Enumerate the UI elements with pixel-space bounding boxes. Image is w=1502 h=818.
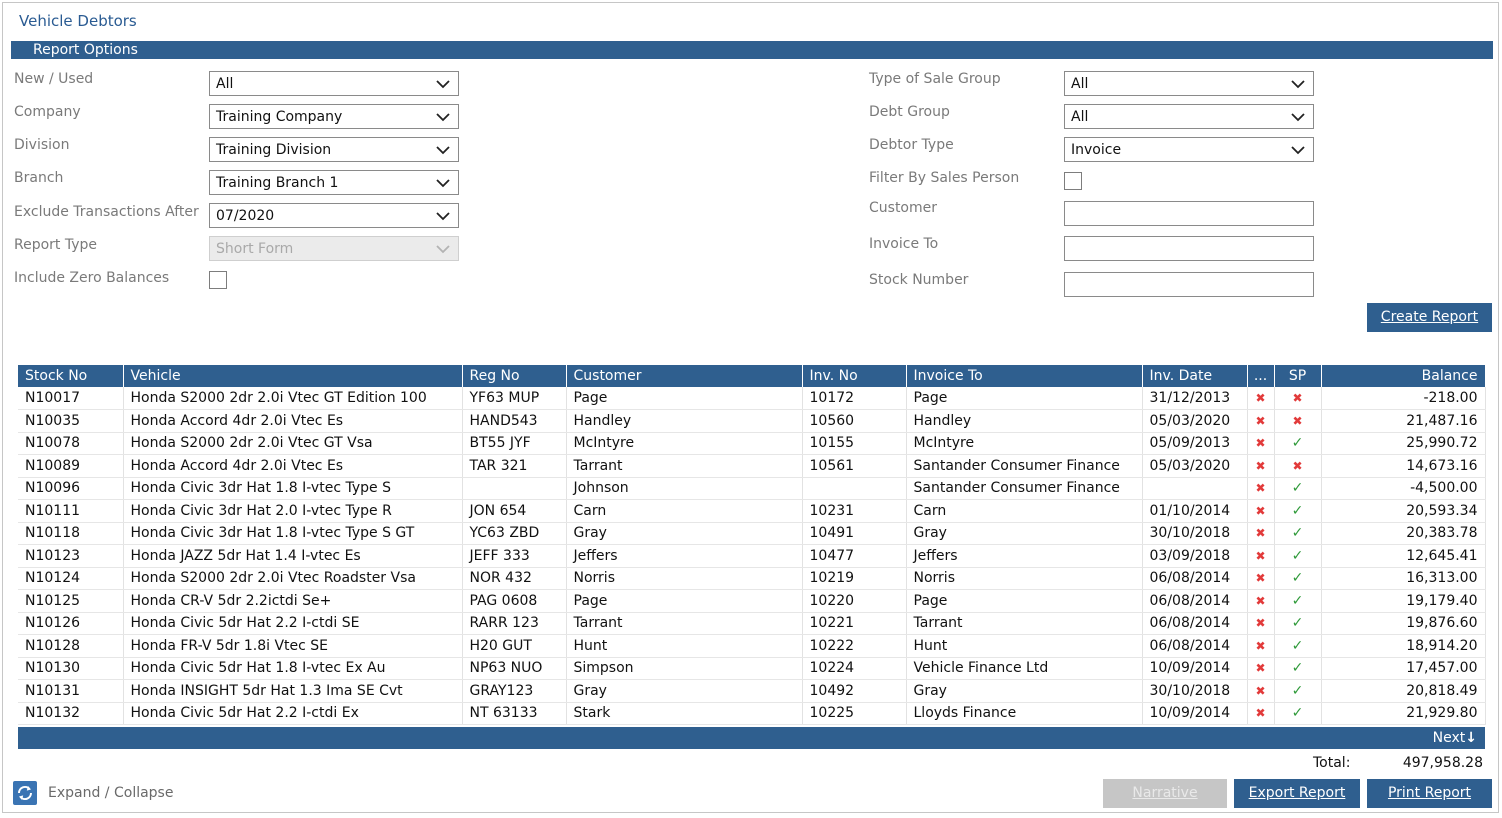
cross-icon: ✖ (1255, 593, 1266, 608)
label-filter-by-sales-person: Filter By Sales Person (869, 170, 1020, 186)
cell-flag (1247, 680, 1274, 703)
select-exclude-transactions-after[interactable] (209, 203, 459, 228)
cell-vehicle: Honda JAZZ 5dr Hat 1.4 I-vtec Es (123, 545, 462, 568)
tick-icon: ✓ (1291, 660, 1304, 677)
cell-sp (1274, 635, 1321, 658)
cell-inv-no: 10225 (802, 702, 906, 725)
cell-customer: Johnson (566, 477, 802, 500)
cell-vehicle: Honda Civic 5dr Hat 2.2 I-ctdi SE (123, 612, 462, 635)
narrative-label: Narrative (1132, 785, 1198, 801)
cell-sp (1274, 522, 1321, 545)
cross-icon: ✖ (1255, 616, 1266, 631)
cell-balance: 21,929.80 (1321, 702, 1485, 725)
cell-invoice-to: Lloyds Finance (906, 702, 1142, 725)
cell-vehicle: Honda S2000 2dr 2.0i Vtec GT Vsa (123, 432, 462, 455)
chevron-down-icon (435, 175, 451, 191)
cell-inv-date: 06/08/2014 (1142, 567, 1247, 590)
cell-flag (1247, 500, 1274, 523)
cell-invoice-to: Page (906, 387, 1142, 410)
table-row[interactable] (18, 500, 1485, 523)
cell-sp (1274, 432, 1321, 455)
col-header-stock-no[interactable]: Stock No (18, 365, 123, 387)
chevron-down-icon (1290, 76, 1306, 92)
cell-stock-no: N10125 (18, 590, 123, 613)
label-invoice-to: Invoice To (869, 236, 939, 252)
tick-icon: ✓ (1291, 525, 1304, 542)
col-header-reg-no[interactable]: Reg No (462, 365, 566, 387)
chevron-down-icon (435, 241, 451, 257)
cell-flag (1247, 410, 1274, 433)
cell-sp (1274, 387, 1321, 410)
tick-icon: ✓ (1291, 682, 1304, 699)
cell-sp (1274, 455, 1321, 478)
cell-stock-no: N10128 (18, 635, 123, 658)
cell-reg-no: JON 654 (462, 500, 566, 523)
table-footer-bar (18, 727, 1485, 749)
cell-customer: Norris (566, 567, 802, 590)
cell-inv-date: 06/08/2014 (1142, 635, 1247, 658)
cell-reg-no: RARR 123 (462, 612, 566, 635)
table-row[interactable] (18, 680, 1485, 703)
cross-icon: ✖ (1255, 548, 1266, 563)
cell-inv-date: 05/09/2013 (1142, 432, 1247, 455)
export-report-label: Export Report (1248, 785, 1346, 801)
cell-customer: Page (566, 387, 802, 410)
label-report-type: Report Type (14, 237, 98, 253)
checkbox-include-zero-balances[interactable] (209, 271, 227, 289)
table-header-row (18, 365, 1485, 387)
select-branch[interactable] (209, 170, 459, 195)
cell-inv-date: 30/10/2018 (1142, 680, 1247, 703)
tick-icon: ✓ (1291, 705, 1304, 722)
col-header-sp[interactable]: SP (1274, 365, 1321, 387)
cell-sp (1274, 545, 1321, 568)
select-value: Training Branch 1 (216, 175, 339, 191)
report-options-header: Report Options (11, 41, 1493, 59)
cell-inv-no: 10221 (802, 612, 906, 635)
col-header-invoice-to[interactable]: Invoice To (906, 365, 1142, 387)
cell-invoice-to: Santander Consumer Finance (906, 477, 1142, 500)
cell-vehicle: Honda INSIGHT 5dr Hat 1.3 Ima SE Cvt (123, 680, 462, 703)
cell-flag (1247, 387, 1274, 410)
select-value: All (1071, 76, 1089, 92)
cross-icon: ✖ (1255, 526, 1266, 541)
cell-vehicle: Honda Civic 3dr Hat 2.0 I-vtec Type R (123, 500, 462, 523)
cell-invoice-to: Handley (906, 410, 1142, 433)
cell-invoice-to: Carn (906, 500, 1142, 523)
cell-customer: Simpson (566, 657, 802, 680)
cell-invoice-to: Jeffers (906, 545, 1142, 568)
cell-flag (1247, 635, 1274, 658)
cell-inv-no: 10561 (802, 455, 906, 478)
cross-icon: ✖ (1255, 661, 1266, 676)
cell-stock-no: N10111 (18, 500, 123, 523)
cell-reg-no: NT 63133 (462, 702, 566, 725)
cell-stock-no: N10118 (18, 522, 123, 545)
cross-icon: ✖ (1255, 391, 1266, 405)
cell-vehicle: Honda Civic 5dr Hat 1.8 I-vtec Ex Au (123, 657, 462, 680)
cell-stock-no: N10035 (18, 410, 123, 433)
select-value: Training Division (216, 142, 332, 158)
cell-balance: -218.00 (1321, 387, 1485, 410)
cell-vehicle: Honda Accord 4dr 2.0i Vtec Es (123, 455, 462, 478)
cell-sp (1274, 477, 1321, 500)
customer-input[interactable] (1064, 201, 1314, 226)
cell-inv-date: 05/03/2020 (1142, 410, 1247, 433)
cell-balance: 14,673.16 (1321, 455, 1485, 478)
cell-invoice-to: Hunt (906, 635, 1142, 658)
cell-flag (1247, 567, 1274, 590)
next-label: Next (1432, 730, 1466, 746)
table-row[interactable] (18, 410, 1485, 433)
col-header-balance[interactable]: Balance (1321, 365, 1485, 387)
col-header-vehicle[interactable]: Vehicle (123, 365, 462, 387)
arrow-down-icon: ↓ (1465, 730, 1477, 746)
label-company: Company (14, 104, 81, 120)
cell-inv-date: 31/12/2013 (1142, 387, 1247, 410)
cell-balance: 18,914.20 (1321, 635, 1485, 658)
table-row[interactable] (18, 702, 1485, 725)
cell-reg-no: BT55 JYF (462, 432, 566, 455)
chevron-down-icon (1290, 109, 1306, 125)
cell-sp (1274, 500, 1321, 523)
select-debtor-type[interactable] (1064, 137, 1314, 162)
tick-icon: ✓ (1291, 637, 1304, 654)
create-report-label: Create Report (1380, 309, 1479, 325)
cell-inv-no: 10172 (802, 387, 906, 410)
label-stock-number: Stock Number (869, 272, 969, 288)
cross-icon: ✖ (1292, 391, 1303, 405)
cell-reg-no: PAG 0608 (462, 590, 566, 613)
tick-icon: ✓ (1291, 547, 1304, 564)
select-value: All (216, 76, 234, 92)
label-customer: Customer (869, 200, 938, 216)
cell-reg-no (462, 477, 566, 500)
label-branch: Branch (14, 170, 64, 186)
table-row[interactable] (18, 477, 1485, 500)
table-row[interactable] (18, 635, 1485, 658)
cell-flag (1247, 477, 1274, 500)
cell-balance: 12,645.41 (1321, 545, 1485, 568)
cross-icon: ✖ (1255, 706, 1266, 721)
cell-invoice-to: Santander Consumer Finance (906, 455, 1142, 478)
tick-icon: ✓ (1291, 615, 1304, 632)
tick-icon: ✓ (1291, 435, 1304, 452)
print-report-button[interactable] (1367, 779, 1492, 808)
narrative-button[interactable] (1103, 779, 1227, 808)
label-exclude-transactions-after: Exclude Transactions After (14, 204, 199, 220)
cell-invoice-to: Vehicle Finance Ltd (906, 657, 1142, 680)
cell-inv-date: 06/08/2014 (1142, 612, 1247, 635)
cell-inv-date (1142, 477, 1247, 500)
cell-inv-date: 01/10/2014 (1142, 500, 1247, 523)
select-debt-group[interactable] (1064, 104, 1314, 129)
cell-vehicle: Honda S2000 2dr 2.0i Vtec Roadster Vsa (123, 567, 462, 590)
cross-icon: ✖ (1255, 638, 1266, 653)
cross-icon: ✖ (1255, 458, 1266, 473)
cell-inv-no: 10492 (802, 680, 906, 703)
select-value: Training Company (216, 109, 343, 125)
cross-icon: ✖ (1255, 503, 1266, 518)
cell-inv-no: 10219 (802, 567, 906, 590)
cell-stock-no: N10126 (18, 612, 123, 635)
refresh-icon-glyph (13, 781, 37, 805)
cross-icon: ✖ (1255, 683, 1266, 698)
cell-stock-no: N10017 (18, 387, 123, 410)
cell-balance: 16,313.00 (1321, 567, 1485, 590)
expand-collapse-link[interactable]: Expand / Collapse (48, 785, 174, 801)
table-row[interactable] (18, 612, 1485, 635)
chevron-down-icon (435, 109, 451, 125)
refresh-icon[interactable] (13, 781, 37, 805)
debtors-table (18, 365, 1486, 725)
cell-customer: Hunt (566, 635, 802, 658)
cell-balance: 20,818.49 (1321, 680, 1485, 703)
cell-customer: Tarrant (566, 455, 802, 478)
cell-balance: -4,500.00 (1321, 477, 1485, 500)
table-row[interactable] (18, 522, 1485, 545)
cell-reg-no: H20 GUT (462, 635, 566, 658)
tick-icon: ✓ (1291, 570, 1304, 587)
cell-inv-no: 10222 (802, 635, 906, 658)
cell-stock-no: N10130 (18, 657, 123, 680)
page-title: Vehicle Debtors (19, 12, 137, 30)
tick-icon: ✓ (1291, 480, 1304, 497)
cross-icon: ✖ (1292, 413, 1303, 428)
chevron-down-icon (435, 142, 451, 158)
select-value: Invoice (1071, 142, 1122, 158)
cell-inv-date: 03/09/2018 (1142, 545, 1247, 568)
select-company[interactable] (209, 104, 459, 129)
cell-sp (1274, 702, 1321, 725)
cell-flag (1247, 702, 1274, 725)
cell-flag (1247, 455, 1274, 478)
cell-flag (1247, 657, 1274, 680)
cell-invoice-to: Gray (906, 522, 1142, 545)
cell-flag (1247, 590, 1274, 613)
cell-vehicle: Honda FR-V 5dr 1.8i Vtec SE (123, 635, 462, 658)
cross-icon: ✖ (1255, 571, 1266, 586)
checkbox-filter-by-sales-person[interactable] (1064, 172, 1082, 190)
cross-icon: ✖ (1292, 458, 1303, 473)
cell-stock-no: N10131 (18, 680, 123, 703)
cell-customer: McIntyre (566, 432, 802, 455)
cell-inv-no: 10224 (802, 657, 906, 680)
cell-balance: 21,487.16 (1321, 410, 1485, 433)
cell-vehicle: Honda Civic 3dr Hat 1.8 I-vtec Type S GT (123, 522, 462, 545)
cell-stock-no: N10096 (18, 477, 123, 500)
cell-reg-no: NP63 NUO (462, 657, 566, 680)
col-header-more[interactable]: ... (1247, 365, 1274, 387)
cell-stock-no: N10124 (18, 567, 123, 590)
col-header-inv-no[interactable]: Inv. No (802, 365, 906, 387)
cell-balance: 19,876.60 (1321, 612, 1485, 635)
cross-icon: ✖ (1255, 436, 1266, 451)
cell-customer: Handley (566, 410, 802, 433)
cell-flag (1247, 545, 1274, 568)
cell-invoice-to: McIntyre (906, 432, 1142, 455)
select-type-of-sale-group[interactable] (1064, 71, 1314, 96)
chevron-down-icon (435, 76, 451, 92)
cell-inv-no: 10560 (802, 410, 906, 433)
cell-sp (1274, 680, 1321, 703)
cell-reg-no: NOR 432 (462, 567, 566, 590)
select-value: Short Form (216, 241, 294, 257)
stock-number-input[interactable] (1064, 272, 1314, 297)
cell-reg-no: JEFF 333 (462, 545, 566, 568)
cell-inv-no: 10155 (802, 432, 906, 455)
cell-inv-date: 30/10/2018 (1142, 522, 1247, 545)
cell-inv-no (802, 477, 906, 500)
cell-customer: Page (566, 590, 802, 613)
cell-reg-no: GRAY123 (462, 680, 566, 703)
cell-customer: Tarrant (566, 612, 802, 635)
cell-sp (1274, 410, 1321, 433)
table-row[interactable] (18, 657, 1485, 680)
cell-balance: 17,457.00 (1321, 657, 1485, 680)
cell-invoice-to: Page (906, 590, 1142, 613)
label-division: Division (14, 137, 70, 153)
cell-flag (1247, 612, 1274, 635)
cell-reg-no: TAR 321 (462, 455, 566, 478)
cell-balance: 19,179.40 (1321, 590, 1485, 613)
cell-sp (1274, 590, 1321, 613)
cell-invoice-to: Norris (906, 567, 1142, 590)
chevron-down-icon (435, 208, 451, 224)
cell-stock-no: N10132 (18, 702, 123, 725)
select-value: 07/2020 (216, 208, 275, 224)
cell-vehicle: Honda S2000 2dr 2.0i Vtec GT Edition 100 (123, 387, 462, 410)
total-value: 497,958.28 (1402, 755, 1483, 771)
select-division[interactable] (209, 137, 459, 162)
cell-customer: Stark (566, 702, 802, 725)
cell-vehicle: Honda Accord 4dr 2.0i Vtec Es (123, 410, 462, 433)
tick-icon: ✓ (1291, 592, 1304, 609)
tick-icon: ✓ (1291, 502, 1304, 519)
table-row[interactable] (18, 387, 1485, 410)
cell-invoice-to: Gray (906, 680, 1142, 703)
cell-reg-no: HAND543 (462, 410, 566, 433)
cell-inv-no: 10231 (802, 500, 906, 523)
label-include-zero-balances: Include Zero Balances (14, 270, 170, 286)
label-debt-group: Debt Group (869, 104, 950, 120)
cell-inv-no: 10477 (802, 545, 906, 568)
create-report-button[interactable] (1367, 303, 1492, 332)
cell-vehicle: Honda CR-V 5dr 2.2ictdi Se+ (123, 590, 462, 613)
cell-stock-no: N10123 (18, 545, 123, 568)
cell-balance: 20,593.34 (1321, 500, 1485, 523)
cell-customer: Jeffers (566, 545, 802, 568)
cell-reg-no: YF63 MUP (462, 387, 566, 410)
cell-stock-no: N10078 (18, 432, 123, 455)
cross-icon: ✖ (1255, 413, 1266, 428)
cell-customer: Carn (566, 500, 802, 523)
cell-sp (1274, 567, 1321, 590)
cell-vehicle: Honda Civic 5dr Hat 2.2 I-ctdi Ex (123, 702, 462, 725)
cell-inv-date: 10/09/2014 (1142, 657, 1247, 680)
table-row[interactable] (18, 590, 1485, 613)
chevron-down-icon (1290, 142, 1306, 158)
select-report-type[interactable] (209, 236, 459, 261)
cell-reg-no: YC63 ZBD (462, 522, 566, 545)
cell-sp (1274, 657, 1321, 680)
cell-flag (1247, 522, 1274, 545)
cell-invoice-to: Tarrant (906, 612, 1142, 635)
cell-inv-no: 10491 (802, 522, 906, 545)
label-new-used: New / Used (14, 71, 94, 87)
cell-sp (1274, 612, 1321, 635)
col-header-inv-date[interactable]: Inv. Date (1142, 365, 1247, 387)
cell-inv-no: 10220 (802, 590, 906, 613)
cell-stock-no: N10089 (18, 455, 123, 478)
label-debtor-type: Debtor Type (869, 137, 954, 153)
select-new-used[interactable] (209, 71, 459, 96)
cell-vehicle: Honda Civic 3dr Hat 1.8 I-vtec Type S (123, 477, 462, 500)
cell-inv-date: 05/03/2020 (1142, 455, 1247, 478)
table-row[interactable] (18, 567, 1485, 590)
table-row[interactable] (18, 432, 1485, 455)
cell-customer: Gray (566, 680, 802, 703)
total-label: Total: (1313, 755, 1351, 771)
select-value: All (1071, 109, 1089, 125)
cell-balance: 20,383.78 (1321, 522, 1485, 545)
cell-flag (1247, 432, 1274, 455)
label-type-of-sale-group: Type of Sale Group (869, 71, 1001, 87)
col-header-customer[interactable]: Customer (566, 365, 802, 387)
cell-balance: 25,990.72 (1321, 432, 1485, 455)
export-report-button[interactable] (1234, 779, 1360, 808)
cross-icon: ✖ (1255, 481, 1266, 496)
table-row[interactable] (18, 455, 1485, 478)
print-report-label: Print Report (1387, 785, 1472, 801)
table-body (18, 387, 1485, 725)
next-page-link[interactable] (1433, 728, 1477, 748)
cell-inv-date: 10/09/2014 (1142, 702, 1247, 725)
cell-customer: Gray (566, 522, 802, 545)
cell-inv-date: 06/08/2014 (1142, 590, 1247, 613)
table-row[interactable] (18, 545, 1485, 568)
invoice-to-input[interactable] (1064, 236, 1314, 261)
